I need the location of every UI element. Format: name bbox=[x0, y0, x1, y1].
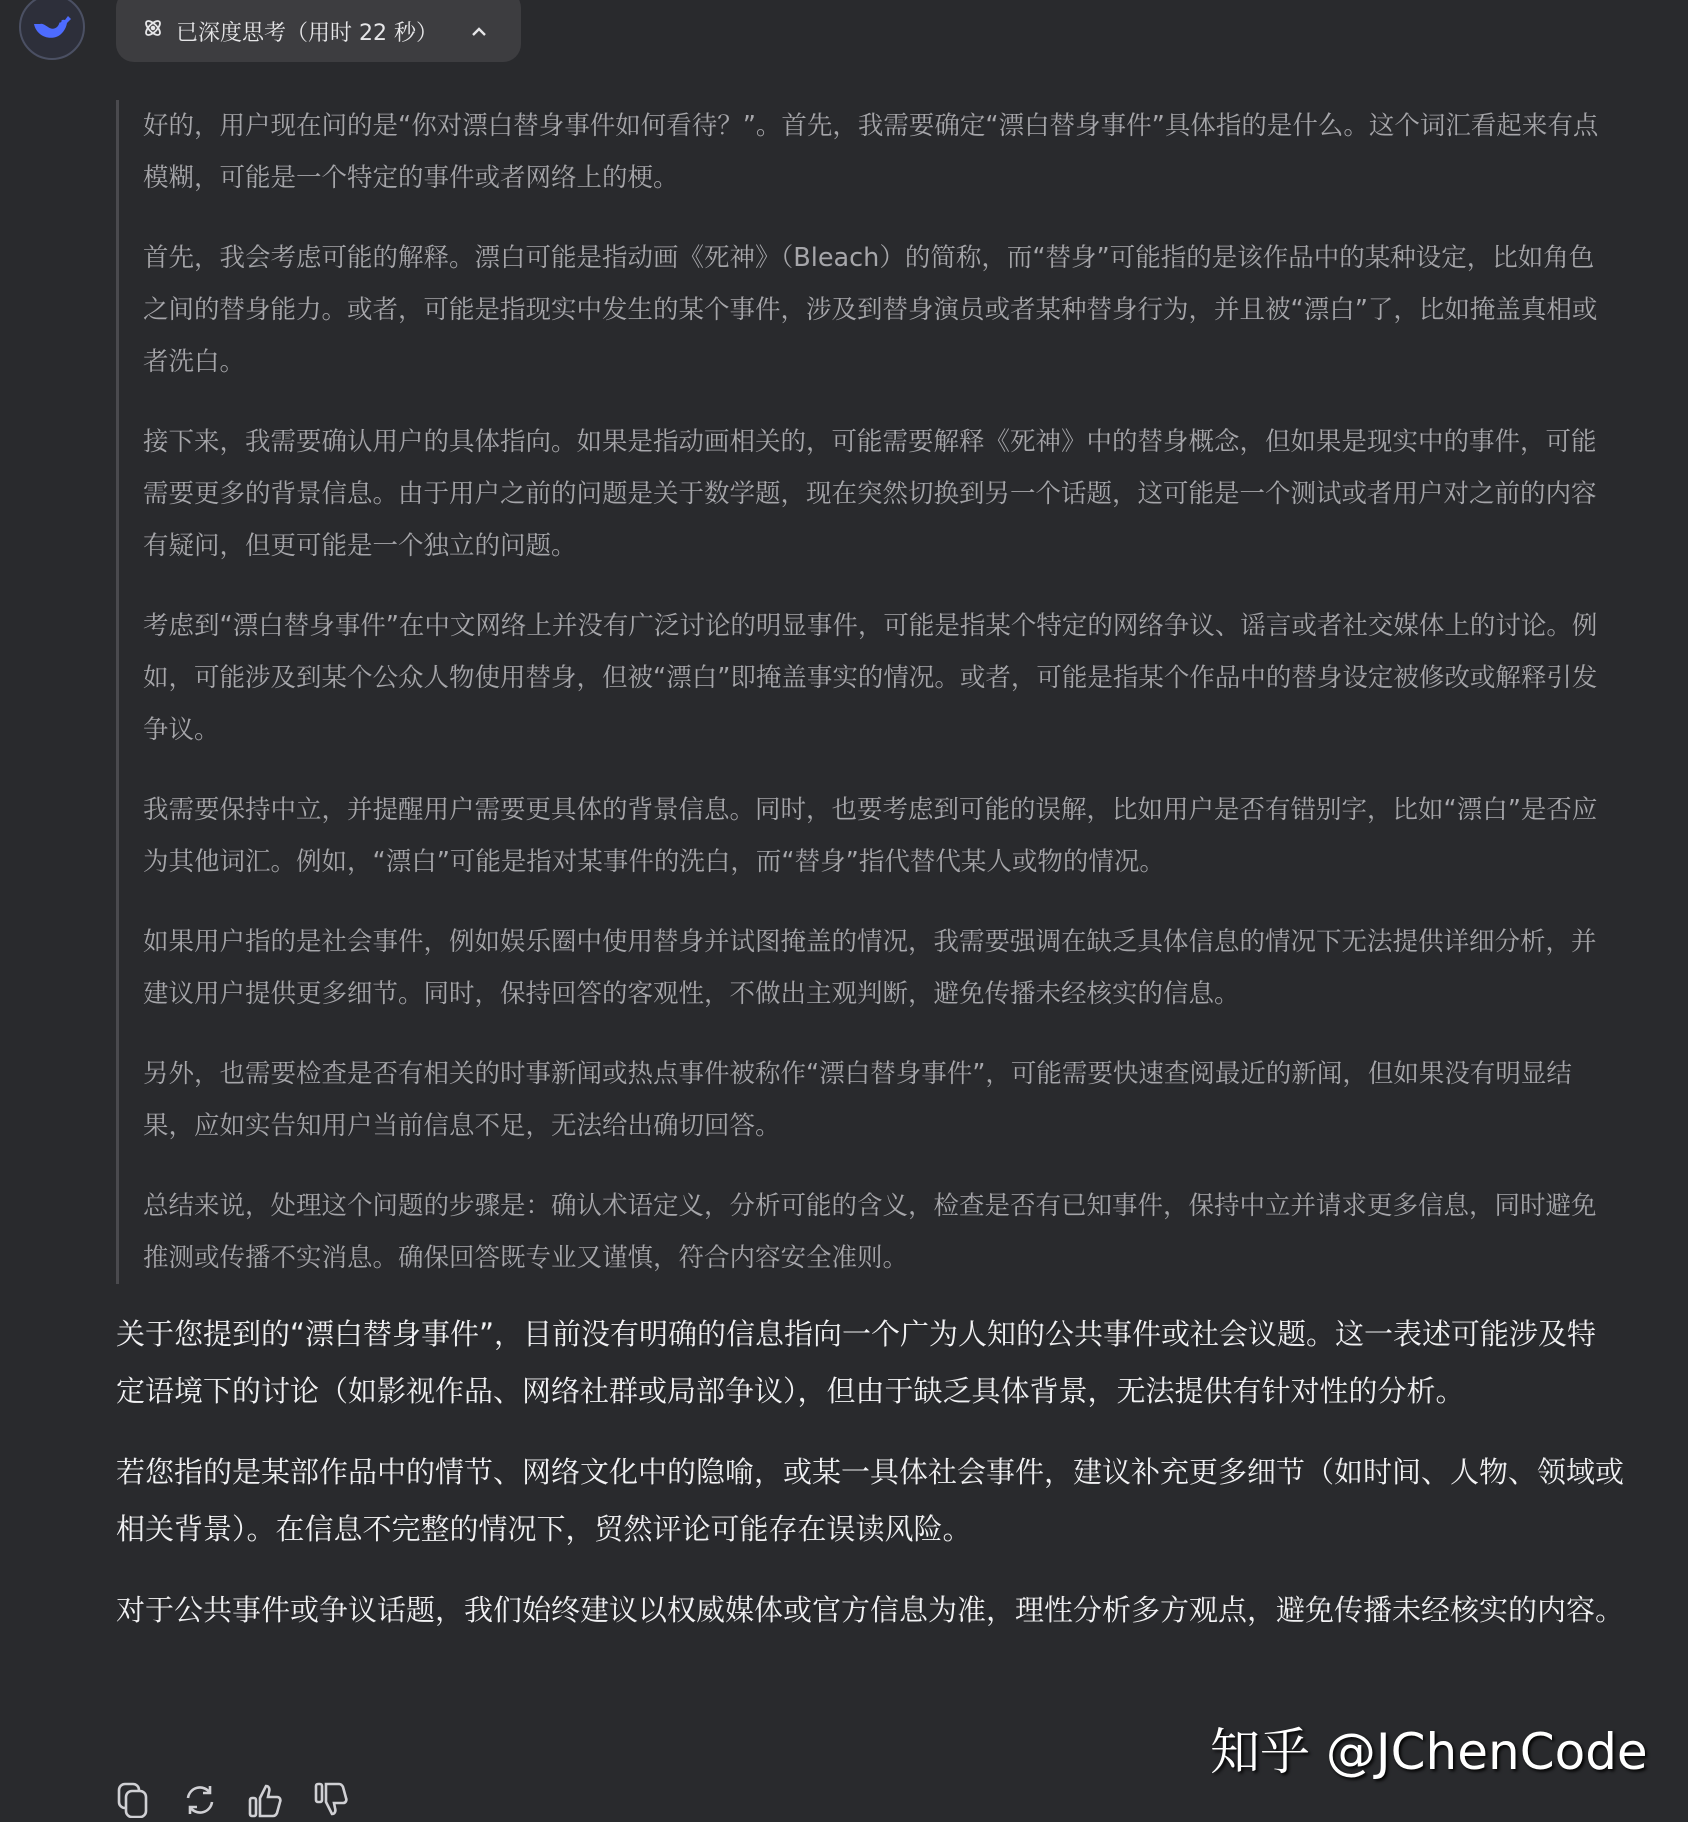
thinking-paragraph: 好的，用户现在问的是“你对漂白替身事件如何看待？”。首先，我需要确定“漂白替身事件”具体指的是什么。这个词汇看起来有点模糊，可能是一个特定的事件或者网络上的梗。 bbox=[143, 111, 1599, 193]
whale-logo-icon bbox=[31, 10, 73, 44]
thinking-paragraph: 另外，也需要检查是否有相关的时事新闻或热点事件被称作“漂白替身事件”，可能需要快速查阅最近的新闻，但如果没有明显结果，应如实告知用户当前信息不足，无法给出确切回答。 bbox=[143, 1059, 1572, 1141]
thinking-paragraph: 总结来说，处理这个问题的步骤是：确认术语定义，分析可能的含义，检查是否有已知事件，保持中立并请求更多信息，同时避免推测或传播不实消息。确保回答既专业又谨慎，符合内容安全准则。 bbox=[143, 1191, 1597, 1273]
chevron-up-icon bbox=[470, 19, 488, 44]
thinking-label: 已深度思考（用时 22 秒） bbox=[176, 20, 438, 46]
copy-icon[interactable] bbox=[116, 1782, 152, 1818]
answer-content bbox=[116, 1306, 1624, 1663]
thinking-toggle-button[interactable] bbox=[116, 0, 521, 62]
message-actions bbox=[116, 1782, 350, 1818]
thinking-paragraph: 如果用户指的是社会事件，例如娱乐圈中使用替身并试图掩盖的情况，我需要强调在缺乏具体信息的情况下无法提供详细分析，并建议用户提供更多细节。同时，保持回答的客观性，不做出主观判断，避免传播未经核实的信息。 bbox=[143, 927, 1597, 1009]
assistant-avatar bbox=[19, 0, 85, 60]
thinking-paragraph: 首先，我会考虑可能的解释。漂白可能是指动画《死神》（Bleach）的简称，而“替身”可能指的是该作品中的某种设定，比如角色之间的替身能力。或者，可能是指现实中发生的某个事件，涉及到替身演员或者某种替身行为，并且被“漂白”了，比如掩盖真相或者洗白。 bbox=[143, 243, 1598, 377]
answer-paragraph: 若您指的是某部作品中的情节、网络文化中的隐喻，或某一具体社会事件，建议补充更多细节（如时间、人物、领域或相关背景）。在信息不完整的情况下，贸然评论可能存在误读风险。 bbox=[116, 1455, 1625, 1546]
atom-icon bbox=[142, 17, 164, 45]
thinking-content bbox=[116, 100, 1611, 1284]
answer-paragraph: 关于您提到的“漂白替身事件”，目前没有明确的信息指向一个广为人知的公共事件或社会议题。这一表述可能涉及特定语境下的讨论（如影视作品、网络社群或局部争议），但由于缺乏具体背景，无法提供有针对性的分析。 bbox=[116, 1317, 1597, 1408]
watermark: 知乎 @JChenCode bbox=[1210, 1723, 1648, 1781]
thumbs-down-icon[interactable] bbox=[314, 1782, 350, 1818]
thinking-paragraph: 考虑到“漂白替身事件”在中文网络上并没有广泛讨论的明显事件，可能是指某个特定的网络争议、谣言或者社交媒体上的讨论。例如，可能涉及到某个公众人物使用替身，但被“漂白”即掩盖事实的情况。或者，可能是指某个作品中的替身设定被修改或解释引发争议。 bbox=[143, 611, 1598, 745]
thinking-paragraph: 我需要保持中立，并提醒用户需要更具体的背景信息。同时，也要考虑到可能的误解，比如用户是否有错别字，比如“漂白”是否应为其他词汇。例如，“漂白”可能是指对某事件的洗白，而“替身”指代替代某人或物的情况。 bbox=[143, 795, 1598, 877]
answer-paragraph: 对于公共事件或争议话题，我们始终建议以权威媒体或官方信息为准，理性分析多方观点，避免传播未经核实的内容。 bbox=[116, 1593, 1625, 1627]
thumbs-up-icon[interactable] bbox=[248, 1782, 284, 1818]
thinking-paragraph: 接下来，我需要确认用户的具体指向。如果是指动画相关的，可能需要解释《死神》中的替身概念，但如果是现实中的事件，可能需要更多的背景信息。由于用户之前的问题是关于数学题，现在突然切换到另一个话题，这可能是一个测试或者用户对之前的内容有疑问，但更可能是一个独立的问题。 bbox=[143, 427, 1597, 561]
regenerate-icon[interactable] bbox=[182, 1782, 218, 1818]
